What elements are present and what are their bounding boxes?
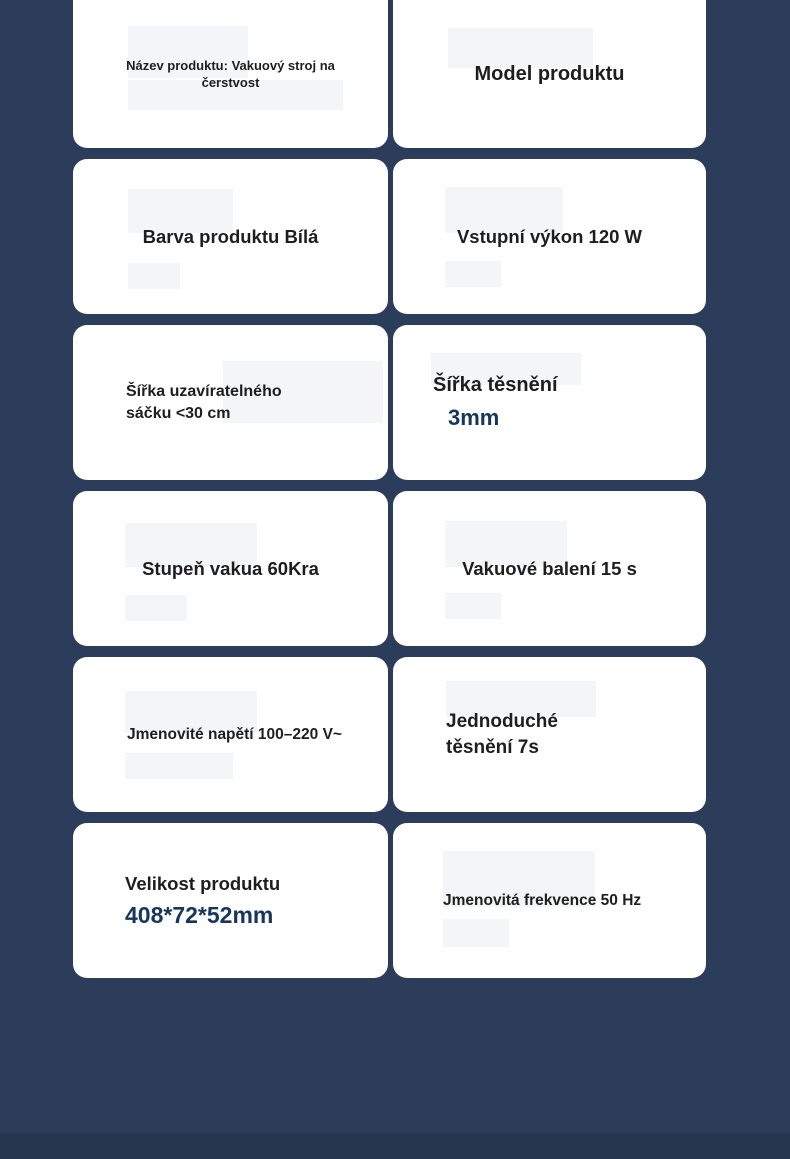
faded-highlight	[125, 753, 233, 779]
spec-card-simple-sealing-time	[393, 657, 706, 812]
spec-card-vacuum-packing-time	[393, 491, 706, 646]
spec-value-product-size: 408*72*52mm	[125, 901, 274, 928]
spec-text-product-model: Model produktu	[474, 62, 625, 85]
spec-card-product-model	[393, 0, 706, 148]
spec-text-product-name: Název produktu: Vakuový stroj na čerstvost	[126, 58, 335, 90]
spec-card-product-size	[73, 823, 388, 978]
spec-text-rated-frequency: Jmenovitá frekvence 50 Hz	[443, 891, 642, 909]
spec-card-product-color	[73, 159, 388, 314]
spec-text-vacuum-degree: Stupeň vakua 60Kra	[142, 557, 319, 579]
spec-card-rated-frequency	[393, 823, 706, 978]
spec-text-simple-sealing-time: Jednoduché těsnění 7s	[446, 710, 558, 758]
spec-text-input-power: Vstupní výkon 120 W	[456, 225, 643, 247]
spec-label-product-size: Velikost produktu	[125, 872, 281, 894]
spec-card-grid	[73, 0, 706, 978]
spec-card-seal-width	[393, 325, 706, 480]
spec-text-product-color: Barva produktu Bílá	[142, 225, 319, 247]
spec-card-vacuum-degree	[73, 491, 388, 646]
faded-highlight	[445, 593, 501, 619]
faded-highlight	[128, 263, 180, 289]
faded-highlight	[443, 919, 509, 947]
faded-highlight	[445, 261, 501, 287]
bottom-band	[0, 1133, 790, 1159]
spec-text-vacuum-packing-time: Vakuové balení 15 s	[462, 557, 637, 579]
spec-text-sealable-bag-width: Šířka uzavíratelného sáčku <30 cm	[126, 383, 282, 422]
spec-card-sealable-bag-width	[73, 325, 388, 480]
spec-card-rated-voltage	[73, 657, 388, 812]
spec-label-seal-width: Šířka těsnění	[433, 374, 558, 396]
spec-card-input-power	[393, 159, 706, 314]
spec-text-rated-voltage: Jmenovité napětí 100–220 V~	[127, 725, 342, 743]
spec-value-seal-width: 3mm	[448, 405, 500, 430]
faded-highlight	[125, 595, 187, 621]
spec-card-product-name	[73, 0, 388, 148]
